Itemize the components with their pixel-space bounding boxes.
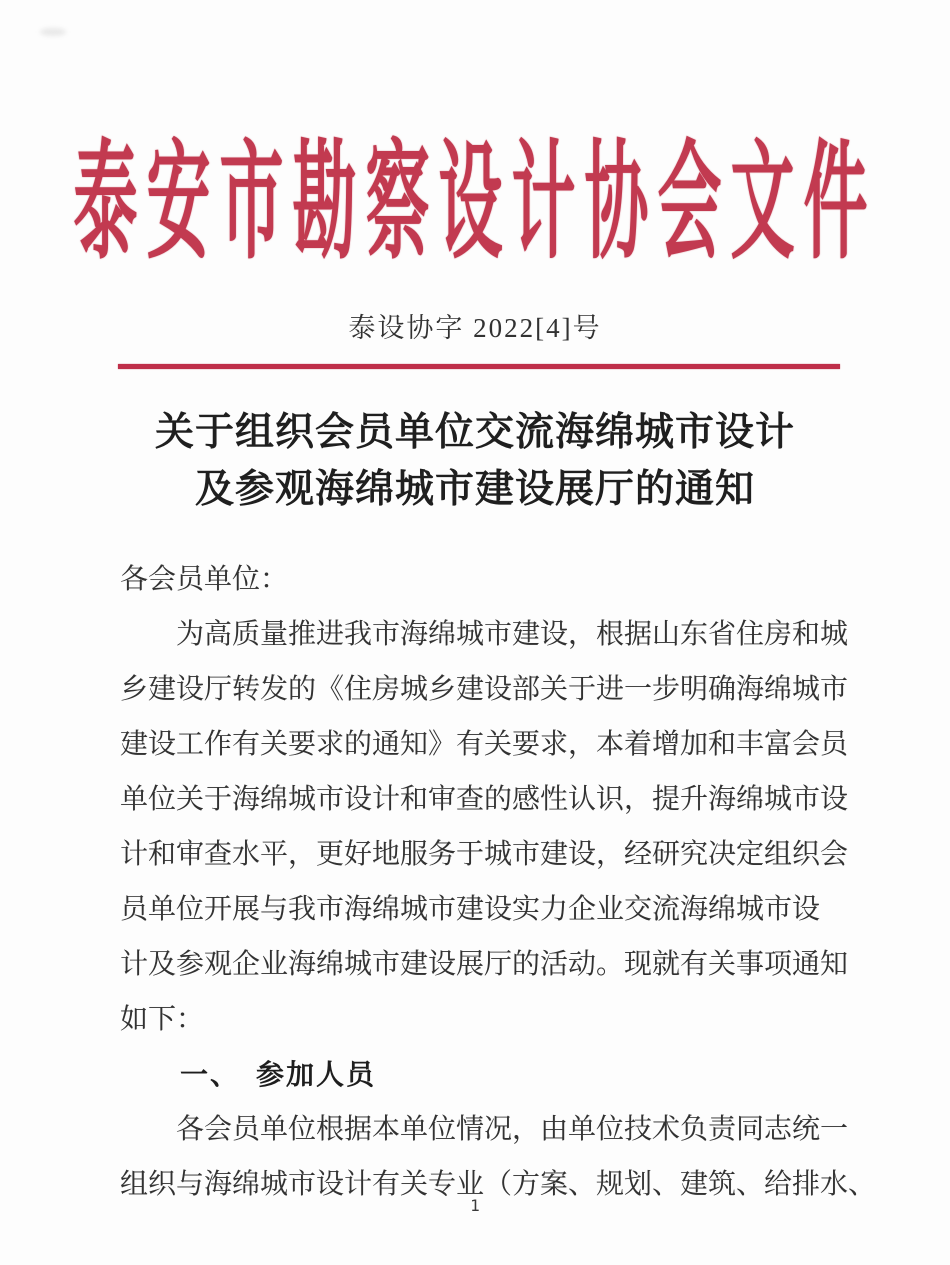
notice-title-line1: 关于组织会员单位交流海绵城市设计 — [154, 411, 795, 454]
body-line: 计及参观企业海绵城市建设展厅的活动。现就有关事项通知 — [120, 949, 849, 980]
red-separator-line — [118, 364, 840, 369]
body-line: 建设工作有关要求的通知》有关要求，本着增加和丰富会员 — [120, 729, 849, 760]
document-header-title: 泰安市勘察设计协会文件 — [73, 132, 877, 274]
notice-title-line2: 及参观海绵城市建设展厅的通知 — [194, 468, 755, 511]
notice-body — [120, 552, 877, 1212]
body-line: 员单位开展与我市海绵城市建设实力企业交流海绵城市设 — [120, 894, 821, 925]
body-line: 单位关于海绵城市设计和审查的感性认识，提升海绵城市设 — [120, 784, 849, 815]
document-number: 泰设协字 2022[4]号 — [348, 313, 602, 343]
body-salutation: 各会员单位： — [120, 564, 289, 595]
scan-artifact — [40, 28, 66, 36]
body-line: 乡建设厅转发的《住房城乡建设部关于进一步明确海绵城市 — [120, 674, 849, 705]
body-line: 为高质量推进我市海绵城市建设，根据山东省住房和城 — [120, 619, 849, 650]
page-number: 1 — [470, 1196, 480, 1215]
notice-title — [0, 404, 950, 518]
section-heading-participants: 一、 参加人员 — [120, 1059, 377, 1090]
body-line: 计和审查水平，更好地服务于城市建设，经研究决定组织会 — [120, 839, 849, 870]
body-line: 各会员单位根据本单位情况，由单位技术负责同志统一 — [120, 1114, 849, 1145]
body-line: 如下： — [120, 1004, 205, 1035]
body-line: 组织与海绵城市设计有关专业（方案、规划、建筑、给排水、 — [120, 1169, 877, 1200]
